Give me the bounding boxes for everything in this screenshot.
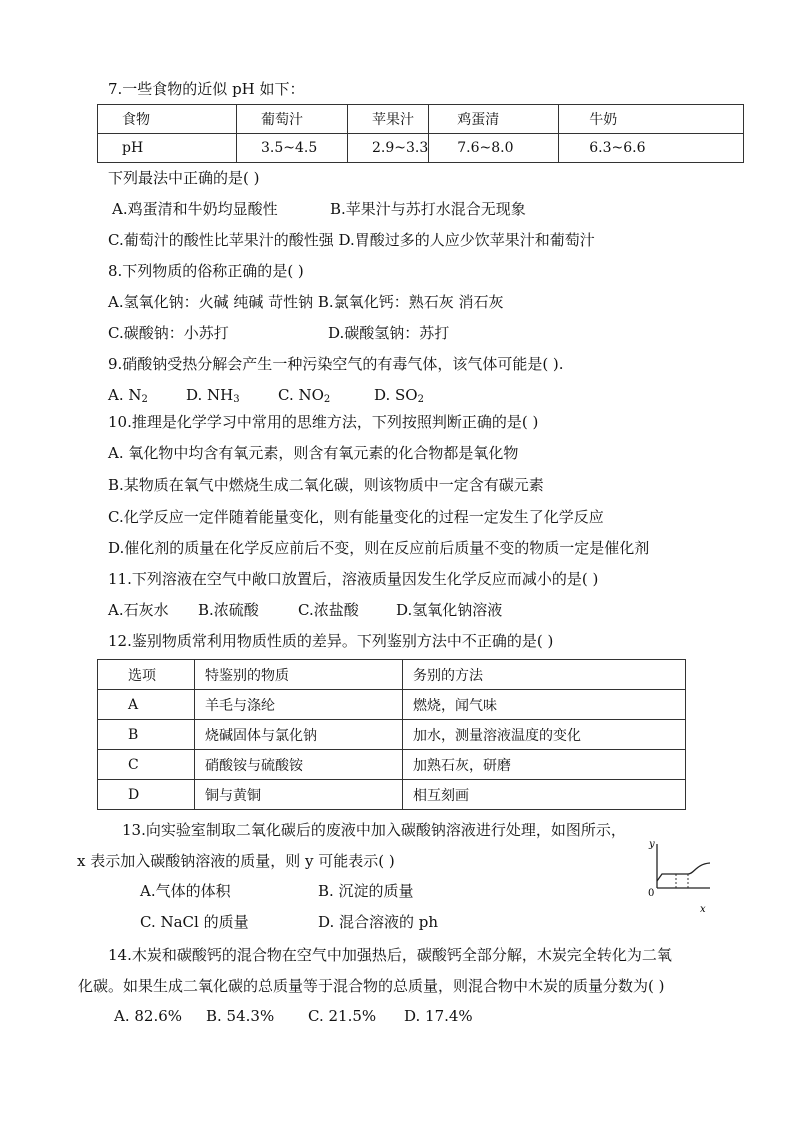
q8-stem: 8.下列物质的俗称正确的是( ) bbox=[108, 262, 304, 280]
q7-stem: 7.一些食物的近似 pH 如下： bbox=[108, 80, 305, 98]
q8-option-d: D.碳酸氢钠：苏打 bbox=[328, 324, 450, 342]
q14-stem-line1: 14.木炭和碳酸钙的混合物在空气中加强热后，碳酸钙全部分解，木炭完全转化为二氧 bbox=[108, 946, 672, 964]
table-cell: 苹果汁 bbox=[348, 105, 429, 134]
table-cell: 羊毛与涤纶 bbox=[195, 690, 403, 720]
ph-table bbox=[97, 104, 744, 163]
q11-option-d: D.氢氧化钠溶液 bbox=[396, 601, 503, 619]
q13-stem-line1: 13.向实验室制取二氧化碳后的废液中加入碳酸钠溶液进行处理，如图所示， bbox=[122, 821, 626, 839]
q14-option-d: D. 17.4% bbox=[404, 1007, 473, 1025]
table-row bbox=[98, 750, 686, 780]
q7-prompt: 下列最法中正确的是( ) bbox=[108, 169, 260, 187]
table-row bbox=[98, 720, 686, 750]
table-row bbox=[98, 690, 686, 720]
origin-label: 0 bbox=[648, 888, 655, 899]
table-row bbox=[98, 134, 744, 163]
q7-options-cd: C.葡萄汁的酸性比苹果汁的酸性强 D.胃酸过多的人应少饮苹果汁和葡萄汁 bbox=[108, 231, 595, 249]
table-cell: 加熟石灰，研磨 bbox=[403, 750, 686, 780]
table-cell: 烧碱固体与氯化钠 bbox=[195, 720, 403, 750]
q9-stem: 9.硝酸钠受热分解会产生一种污染空气的有毒气体，该气体可能是( ). bbox=[108, 355, 564, 373]
q11-option-c: C.浓盐酸 bbox=[298, 601, 359, 619]
q13-option-b: B. 沉淀的质量 bbox=[318, 882, 414, 900]
q13-stem-line2: x 表示加入碳酸钠溶液的质量，则 y 可能表示( ) bbox=[77, 852, 395, 870]
q11-option-a: A.石灰水 bbox=[108, 601, 169, 619]
q7-option-a: A.鸡蛋清和牛奶均显酸性 bbox=[112, 200, 278, 218]
q14-option-a: A. 82.6% bbox=[114, 1007, 183, 1025]
q9-option-c bbox=[278, 385, 330, 410]
q10-option-a: A. 氧化物中均含有氧元素，则含有氧元素的化合物都是氧化物 bbox=[108, 444, 519, 462]
subscript: 2 bbox=[141, 394, 148, 405]
table-cell: 鸡蛋清 bbox=[429, 105, 559, 134]
q7-option-b: B.苹果汁与苏打水混合无现象 bbox=[330, 200, 526, 218]
table-cell: 务别的方法 bbox=[403, 660, 686, 690]
q9-option-a bbox=[108, 385, 148, 410]
table-cell: 特鉴别的物质 bbox=[195, 660, 403, 690]
identification-table bbox=[97, 659, 686, 810]
subscript: 2 bbox=[417, 394, 424, 405]
table-cell: 食物 bbox=[98, 105, 237, 134]
table-cell: B bbox=[98, 720, 195, 750]
q14-option-c: C. 21.5% bbox=[308, 1007, 377, 1025]
subscript: 3 bbox=[233, 394, 240, 405]
table-cell: 相互刻画 bbox=[403, 780, 686, 810]
q9-option-b-text: D. NH bbox=[186, 386, 234, 404]
table-row bbox=[98, 105, 744, 134]
x-axis-label: x bbox=[700, 904, 706, 915]
table-cell: A bbox=[98, 690, 195, 720]
table-cell: 3.5~4.5 bbox=[237, 134, 348, 163]
table-cell: C bbox=[98, 750, 195, 780]
q8-option-c: C.碳酸钠：小苏打 bbox=[108, 324, 229, 342]
graph-curve bbox=[657, 863, 710, 881]
q11-stem: 11.下列溶液在空气中敞口放置后，溶液质量因发生化学反应而减小的是( ) bbox=[108, 570, 599, 588]
table-cell: 选项 bbox=[98, 660, 195, 690]
q10-option-c: C.化学反应一定伴随着能量变化，则有能量变化的过程一定发生了化学反应 bbox=[108, 508, 604, 526]
q13-graph bbox=[648, 838, 718, 918]
q13-option-a: A.气体的体积 bbox=[140, 882, 231, 900]
table-cell: 加水，测量溶液温度的变化 bbox=[403, 720, 686, 750]
table-cell: 铜与黄铜 bbox=[195, 780, 403, 810]
table-row bbox=[98, 780, 686, 810]
table-cell: 6.3~6.6 bbox=[559, 134, 744, 163]
q8-options-ab: A.氢氧化钠：火碱 纯碱 苛性钠 B.氯氧化钙：熟石灰 消石灰 bbox=[108, 293, 504, 311]
table-cell: 2.9~3.3 bbox=[348, 134, 429, 163]
q10-stem: 10.推理是化学学习中常用的思维方法，下列按照判断正确的是( ) bbox=[108, 413, 539, 431]
table-cell: 牛奶 bbox=[559, 105, 744, 134]
subscript: 2 bbox=[323, 394, 331, 405]
table-cell: 葡萄汁 bbox=[237, 105, 348, 134]
table-row bbox=[98, 660, 686, 690]
q13-option-d: D. 混合溶液的 ph bbox=[318, 913, 439, 931]
q12-stem: 12.鉴别物质常利用物质性质的差异。下列鉴别方法中不正确的是( ) bbox=[108, 632, 554, 650]
y-axis-label: y bbox=[649, 839, 655, 850]
table-cell: 燃烧，闻气味 bbox=[403, 690, 686, 720]
q14-option-b: B. 54.3% bbox=[206, 1007, 275, 1025]
q9-option-d-text: D. SO bbox=[374, 386, 418, 404]
q9-option-c-text: C. NO bbox=[278, 386, 324, 404]
q10-option-d: D.催化剂的质量在化学反应前后不变，则在反应前后质量不变的物质一定是催化剂 bbox=[108, 539, 650, 557]
table-cell: 硝酸铵与硫酸铵 bbox=[195, 750, 403, 780]
table-cell: 7.6~8.0 bbox=[429, 134, 559, 163]
table-cell: D bbox=[98, 780, 195, 810]
q14-stem-line2: 化碳。如果生成二氧化碳的总质量等于混合物的总质量，则混合物中木炭的质量分数为( ) bbox=[78, 977, 665, 995]
q9-option-b bbox=[186, 385, 240, 410]
q11-option-b: B.浓硫酸 bbox=[198, 601, 259, 619]
table-cell: pH bbox=[98, 134, 237, 163]
q13-option-c: C. NaCl 的质量 bbox=[140, 913, 249, 931]
q9-option-a-text: A. N bbox=[108, 386, 142, 404]
q10-option-b: B.某物质在氧气中燃烧生成二氧化碳，则该物质中一定含有碳元素 bbox=[108, 476, 544, 494]
q9-option-d bbox=[374, 385, 424, 410]
